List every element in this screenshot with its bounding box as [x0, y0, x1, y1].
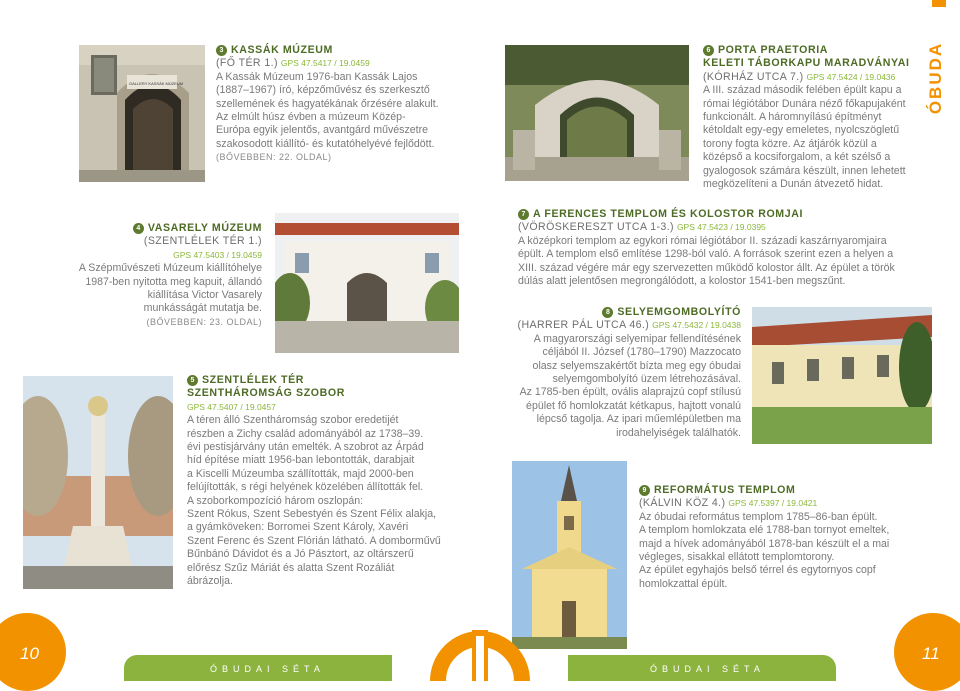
section-kassak: [216, 44, 466, 165]
more-kassak: (BŐVEBBEN: 22. OLDAL): [216, 152, 332, 163]
text-szentlelek-8: Szent Rókus, Szent Sebestyén és Szent Félix alakja,: [187, 508, 437, 521]
text-szentlelek-2: részben a Zichy család adományából az 1738–39.: [187, 427, 424, 440]
obuda-logo-text: ÓBUDA: [926, 41, 945, 115]
section-vasarely: [60, 222, 262, 329]
center-logo-icon: [418, 606, 542, 681]
section-szentlelek: [187, 374, 449, 589]
text-szentlelek-1: A téren álló Szentháromság szobor eredetijét: [187, 414, 399, 427]
badge-4: 4: [133, 223, 144, 234]
badge-3: 3: [216, 45, 227, 56]
text-selyem-8: irodahelyiségek találhatók.: [616, 426, 741, 439]
page-number-left: 10: [20, 644, 39, 663]
title-ferences: A FERENCES TEMPLOM ÉS KOLOSTOR ROMJAI: [533, 208, 803, 220]
text-selyem-5: Az 1785-ben épült, ovális alaprajzú copf stílusú: [519, 386, 741, 399]
text-selyem-1: A magyarországi selyemipar fellendítésének: [533, 332, 741, 345]
text-reformatus-6: homlokzattal épült.: [639, 577, 728, 590]
text-szentlelek-13: ábrázolja.: [187, 575, 233, 588]
text-reformatus-1: Az óbudai református templom 1785–86-ban épült.: [639, 510, 878, 523]
text-szentlelek-6: felújították, s régi helyének közelében állították fel.: [187, 481, 424, 494]
text-porta-4: kétoldalt egy-egy emeletes, nyolcszögletű: [703, 124, 900, 137]
text-selyem-3: olasz selyemszakértőt bízta meg egy óbudai: [532, 359, 741, 372]
obuda-logo: [922, 38, 950, 118]
footer-title-left: ÓBUDAI SÉTA: [210, 664, 325, 674]
gps-reformatus: GPS 47.5397 / 19.0421: [728, 498, 818, 509]
addr-ferences: (VÖRÖSKERESZT UTCA 1-3.): [518, 221, 674, 234]
title-szentlelek-2: SZENTHÁROMSÁG SZOBOR: [187, 387, 345, 400]
text-ferences-4: dúlás alatt jelentősen megrongálódott, a kolostor 1541-ben megszűnt.: [518, 275, 846, 288]
addr-kassak: (FŐ TÉR 1.): [216, 57, 278, 70]
title-porta-1: PORTA PRAETORIA: [718, 44, 829, 56]
corner-tab: [932, 0, 946, 7]
text-porta-8: megközelíteni a Dunán átvezető hidat.: [703, 178, 884, 191]
text-reformatus-3: majd a hívek adományából 1878-ban készült el a mai: [639, 537, 890, 550]
title-vasarely: VASARELY MÚZEUM: [147, 222, 262, 234]
text-reformatus-4: végleges, sisakkal ellátott templomtorony.: [639, 551, 835, 564]
title-porta-2: KELETI TÁBORKAPU MARADVÁNYAI: [703, 57, 910, 70]
photo-selyemgombolyito: [752, 307, 932, 444]
text-vasarely-3: kiállítása Victor Vasarely: [147, 289, 262, 302]
text-porta-7: gyalogosok számára készült, innen lehetett: [703, 164, 906, 177]
text-porta-5: torony fogta közre. Az átjárók közül a: [703, 137, 877, 150]
gps-vasarely: GPS 47.5403 / 19.0459: [173, 249, 262, 260]
text-ferences-1: A középkori templom az egykori római légiótábor II. századi kaszárnyaromjaira: [518, 234, 887, 247]
section-reformatus: [639, 484, 901, 591]
gps-ferences: GPS 47.5423 / 19.0395: [676, 222, 766, 233]
title-kassak: KASSÁK MÚZEUM: [231, 44, 333, 56]
text-vasarely-1: A Szépművészeti Múzeum kiállítóhelye: [78, 262, 262, 275]
text-reformatus-5: Az épület egyhajós belső térrel és egytornyos copf: [639, 564, 876, 577]
text-szentlelek-3: évi pestisjárvány után emelték. A szobrot az Árpád: [187, 441, 424, 454]
page-number-right: 11: [922, 644, 940, 663]
text-szentlelek-7: A szoborkompozíció három oszlopán:: [187, 494, 364, 507]
text-kassak-2: (1887–1967) író, képzőművész és szerkesztő: [216, 84, 430, 97]
badge-9: 9: [639, 485, 650, 496]
text-porta-6: középső a kocsiforgalom, a két szélső a: [703, 151, 891, 164]
text-kassak-5: Európa egyik jelentős, avantgárd művészetre: [216, 124, 428, 137]
text-selyem-6: épület fő homlokzatát kétkapus, hajtott vonalú: [526, 399, 741, 412]
badge-8: 8: [602, 307, 613, 318]
text-szentlelek-5: a Kiscelli Múzeumba szállították, majd 2000-ben: [187, 467, 414, 480]
photo-kassak-muzeum: [79, 45, 205, 182]
photo-szenthaaromsag-szobor: [23, 376, 173, 589]
gps-selyem: GPS 47.5432 / 19.0438: [652, 320, 741, 331]
badge-5: 5: [187, 375, 198, 386]
text-kassak-1: A Kassák Múzeum 1976-ban Kassák Lajos: [216, 70, 418, 83]
text-selyem-7: lépcső tagolja. Az ipari műemlépületben ma: [536, 413, 741, 426]
section-ferences: [518, 208, 903, 288]
photo-vasarely-muzeum: [275, 213, 459, 353]
gps-kassak: GPS 47.5417 / 19.0459: [280, 58, 370, 69]
text-porta-1: A III. század második felében épült kapu a: [703, 84, 902, 97]
text-vasarely-4: munkásságát mutatja be.: [143, 302, 262, 315]
photo-porta-praetoria: [505, 45, 689, 181]
badge-7: 7: [518, 209, 529, 220]
title-reformatus: REFORMÁTUS TEMPLOM: [654, 484, 796, 496]
gps-porta: GPS 47.5424 / 19.0436: [806, 71, 896, 82]
text-reformatus-2: A templom homlokzata elé 1788-ban tornyot emeltek,: [639, 524, 890, 537]
text-ferences-3: XIII. század végére már egy szervezetten működő kolostor állt. Az épület a török: [518, 261, 895, 274]
more-vasarely: (BŐVEBBEN: 23. OLDAL): [146, 316, 262, 327]
addr-selyem: (HARRER PÁL UTCA 46.): [517, 319, 650, 332]
text-szentlelek-10: Szent Ferenc és Szent Flórián látható. A domborművű: [187, 534, 441, 547]
text-selyem-2: céljából II. József (1780–1790) Mazzocato: [542, 346, 741, 359]
addr-vasarely: (SZENTLÉLEK TÉR 1.): [143, 235, 262, 248]
kassak-sign: GALLERY KASSÁK MÚZEUM: [129, 81, 184, 86]
text-kassak-6: szakosodott kiállító- és kutatóhelyévé fejlődött.: [216, 137, 435, 150]
text-ferences-2: épült. A templom első említése 1298-ból való. A források szerint ezen a helyen a: [518, 248, 894, 261]
text-szentlelek-12: előrész Szűz Máriát és alatta Szent Rozáliát: [187, 561, 395, 574]
text-kassak-3: szellemének és hagyatékának őrzésére alakult.: [216, 97, 439, 110]
addr-porta: (KÓRHÁZ UTCA 7.): [703, 70, 804, 83]
text-szentlelek-4: híd építése miatt 1956-ban lebontották, darabjait: [187, 454, 415, 467]
title-selyem: SELYEMGOMBOLYÍTÓ: [617, 306, 741, 318]
text-kassak-4: Az elmúlt húsz évben a múzeum Közép-: [216, 111, 406, 124]
text-vasarely-2: 1987-ben nyitotta meg kapuit, állandó: [85, 275, 262, 288]
section-porta: [703, 44, 923, 191]
text-porta-3: funkcionált. A háromnyílású építményt: [703, 111, 882, 124]
text-porta-2: római légiótábor Dunára néző főkapujaként: [703, 97, 906, 110]
text-selyem-4: selyemgombolyító üzem létrehozásával.: [552, 373, 741, 386]
gps-szentlelek: GPS 47.5407 / 19.0457: [187, 401, 276, 412]
badge-6: 6: [703, 45, 714, 56]
section-selyem: [505, 306, 741, 440]
text-szentlelek-9: a gyámköveken: Borromei Szent Károly, Xavéri: [187, 521, 409, 534]
addr-reformatus: (KÁLVIN KÖZ 4.): [639, 497, 726, 510]
text-szentlelek-11: Bűnbánó Dávidot és a Jó Pásztort, az oltárszerű: [187, 548, 414, 561]
title-szentlelek-1: SZENTLÉLEK TÉR: [202, 374, 304, 386]
footer-title-right: ÓBUDAI SÉTA: [650, 664, 765, 674]
